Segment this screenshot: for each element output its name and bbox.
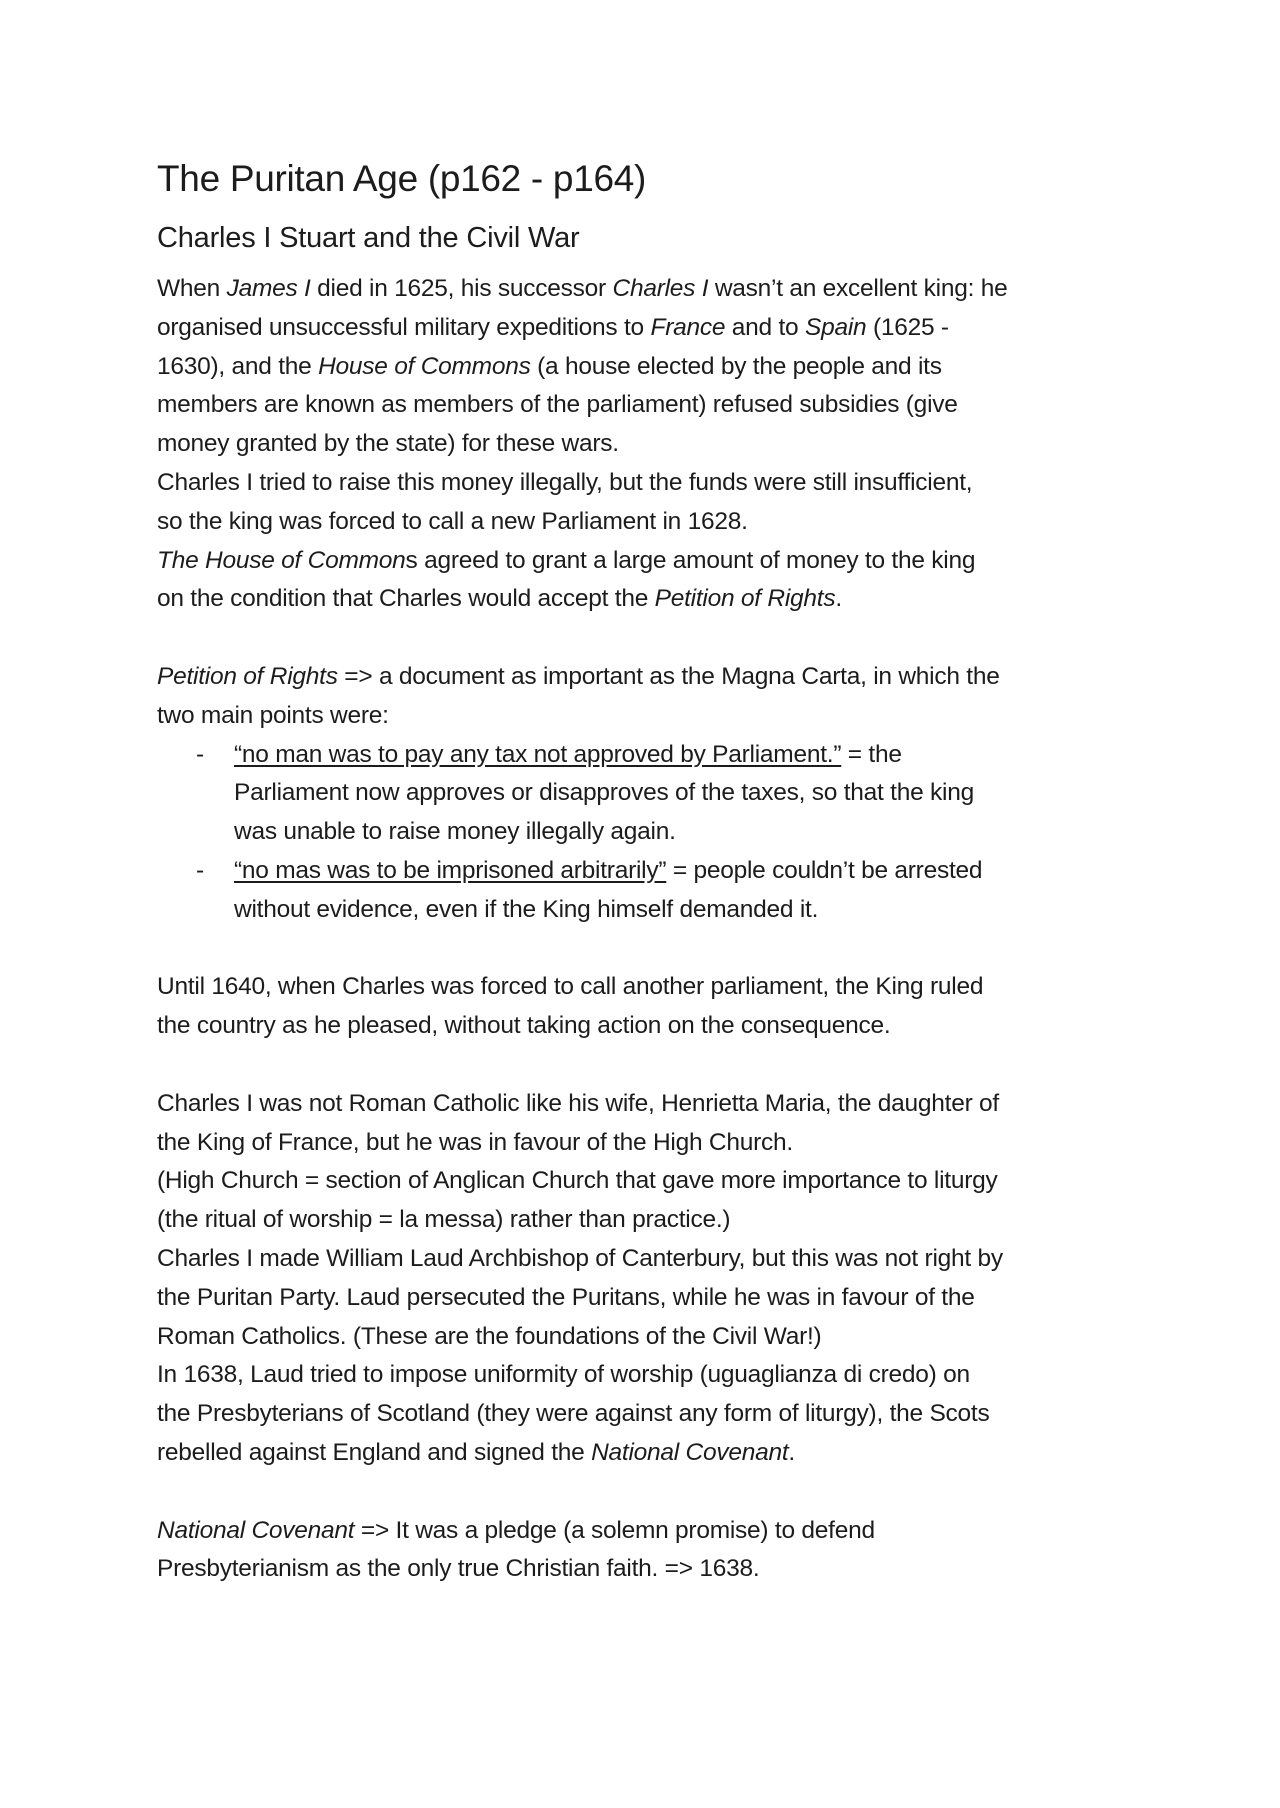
text-line: members are known as members of the parliament) refused subsidies (give: [157, 391, 958, 419]
text-line: 1630), and the House of Commons (a house elected by the people and its: [157, 352, 942, 380]
section-heading: Charles I Stuart and the Civil War: [157, 222, 580, 254]
text-line: Charles I made William Laud Archbishop of Canterbury, but this was not right by: [157, 1244, 1003, 1272]
paragraph-spacer: [157, 1046, 1160, 1085]
text-line: rebelled against England and signed the National Covenant.: [157, 1438, 795, 1466]
list-item: [157, 852, 1160, 930]
text-line: Petition of Rights => a document as important as the Magna Carta, in which the: [157, 662, 1000, 690]
text-line: Charles I was not Roman Catholic like his wife, Henrietta Maria, the daughter of: [157, 1089, 999, 1117]
list-bullet-dash: -: [196, 856, 204, 884]
paragraph-high-church: [157, 1085, 1160, 1473]
text-line: the Puritan Party. Laud persecuted the Puritans, while he was in favour of the: [157, 1283, 975, 1311]
list-item: [157, 736, 1160, 852]
text-line: without evidence, even if the King himself demanded it.: [234, 895, 819, 923]
paragraph-spacer: [157, 930, 1160, 969]
text-line: so the king was forced to call a new Parliament in 1628.: [157, 507, 748, 535]
text-line: money granted by the state) for these wars.: [157, 430, 619, 458]
paragraph-spacer: [157, 619, 1160, 658]
document-body: [157, 270, 1160, 1589]
paragraph-spacer: [157, 1473, 1160, 1512]
text-line: The House of Commons agreed to grant a large amount of money to the king: [157, 546, 976, 574]
list-bullet-dash: -: [196, 740, 204, 768]
paragraph-national-covenant: [157, 1512, 1160, 1590]
paragraph-petition-of-rights: [157, 658, 1160, 930]
text-line: (High Church = section of Anglican Church that gave more importance to liturgy: [157, 1167, 998, 1195]
text-line: the country as he pleased, without taking action on the consequence.: [157, 1012, 891, 1040]
text-line: “no mas was to be imprisoned arbitrarily” = people couldn’t be arrested: [234, 856, 983, 884]
text-line: “no man was to pay any tax not approved by Parliament.” = the: [234, 740, 902, 768]
text-line: Charles I tried to raise this money illegally, but the funds were still insufficient,: [157, 468, 973, 496]
text-line: two main points were:: [157, 701, 389, 729]
text-line: was unable to raise money illegally again.: [234, 818, 676, 846]
page-title: The Puritan Age (p162 - p164): [157, 158, 647, 199]
text-line: (the ritual of worship = la messa) rather than practice.): [157, 1206, 731, 1234]
text-line: National Covenant => It was a pledge (a solemn promise) to defend: [157, 1516, 875, 1544]
text-line: organised unsuccessful military expeditions to France and to Spain (1625 -: [157, 313, 949, 341]
text-line: the King of France, but he was in favour of the High Church.: [157, 1128, 793, 1156]
paragraph-charles-reign: [157, 270, 1160, 619]
text-line: When James I died in 1625, his successor Charles I wasn’t an excellent king: he: [157, 275, 1008, 302]
text-line: Until 1640, when Charles was forced to call another parliament, the King ruled: [157, 973, 984, 1001]
paragraph-until-1640: [157, 968, 1160, 1046]
text-line: Parliament now approves or disapproves of the taxes, so that the king: [234, 779, 974, 807]
text-line: on the condition that Charles would accept the Petition of Rights.: [157, 585, 842, 613]
text-line: Roman Catholics. (These are the foundations of the Civil War!): [157, 1322, 822, 1350]
text-line: In 1638, Laud tried to impose uniformity of worship (uguaglianza di credo) on: [157, 1361, 970, 1389]
text-line: the Presbyterians of Scotland (they were against any form of liturgy), the Scots: [157, 1400, 990, 1428]
text-line: Presbyterianism as the only true Christian faith. => 1638.: [157, 1555, 760, 1583]
